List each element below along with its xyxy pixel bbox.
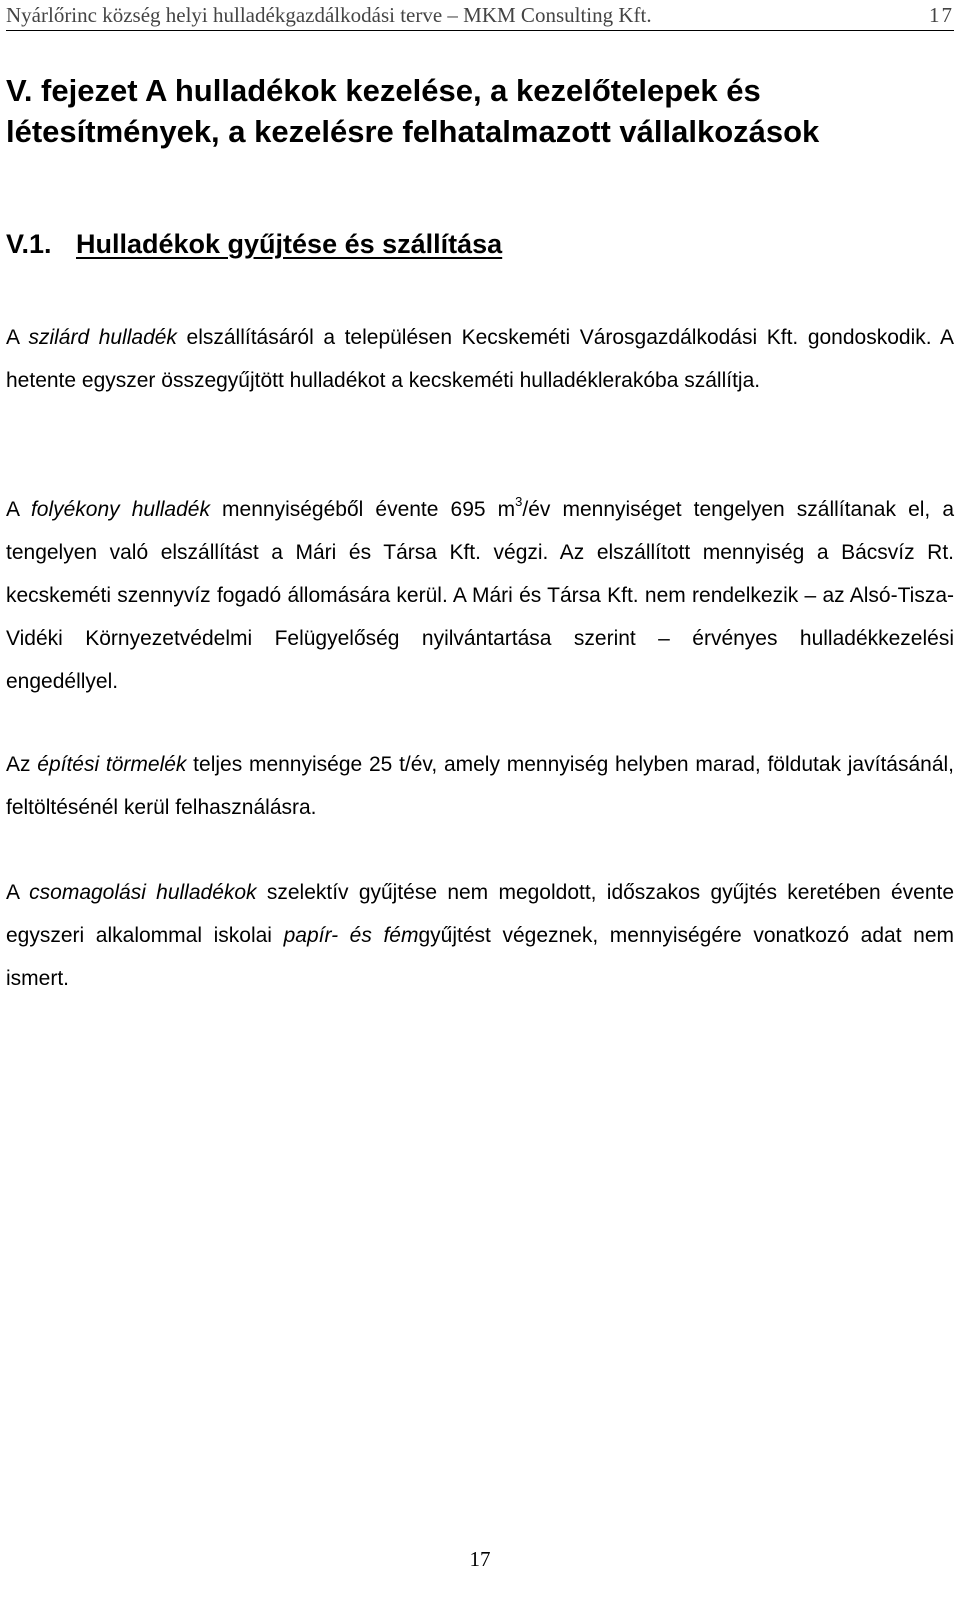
- paragraph-packaging-waste: [6, 871, 954, 1000]
- text-run: A: [6, 498, 31, 521]
- header-page-number: 17: [929, 3, 954, 27]
- chapter-title: V. fejezet A hulladékok kezelése, a kezelőtelepek és létesítmények, a kezelésre felhatalmazott vállalkozások: [6, 73, 820, 149]
- text-run: /év mennyiséget tengelyen szállítanak el, a tengelyen való elszállítást a Mári és Társa Kft. végzi. Az elszállított mennyiség a Bácsvíz Rt. kecskeméti szennyvíz fogadó állomására kerül. A Mári és Társa Kft. nem rendelkezik – az Alsó-Tisza-Vidéki Környezetvédelmi Felügyelőség nyilvántartása szerint – érvényes hulladékkezelési engedéllyel.: [6, 498, 955, 693]
- emphasis-paper-metal: papír- és fém: [283, 924, 419, 947]
- footer-page-number: 17: [469, 1547, 491, 1571]
- superscript-cubic: 3: [515, 494, 523, 509]
- text-run: szelektív gyűjtése nem megoldott, időszakos gyűjtés keretében évente egyszeri alkalommal iskolai: [6, 881, 955, 947]
- text-run: Az: [6, 753, 38, 776]
- text-run: elszállításáról a településen Kecskeméti Városgazdálkodási Kft. gondoskodik. A hetente egyszer összegyűjtött hulladékot a kecskeméti hulladéklerakóba szállítja.: [6, 326, 955, 392]
- text-run: mennyiségéből évente 695 m: [209, 498, 516, 521]
- section-title: Hulladékok gyűjtése és szállítása: [76, 229, 503, 259]
- section-number: V.1.: [6, 229, 52, 259]
- paragraph-construction-debris: [6, 743, 954, 829]
- header-title: Nyárlőrinc község helyi hulladékgazdálkodási terve – MKM Consulting Kft.: [6, 3, 652, 27]
- paragraph-liquid-waste: [6, 488, 954, 703]
- emphasis-liquid-waste: folyékony hulladék: [30, 498, 210, 521]
- section-heading: [6, 226, 502, 262]
- text-run: gyűjtést végeznek, mennyiségére vonatkozó adat nem ismert.: [6, 924, 954, 990]
- emphasis-construction-debris: építési törmelék: [37, 753, 187, 776]
- emphasis-packaging-waste: csomagolási hulladékok: [29, 881, 257, 904]
- paragraph-solid-waste: [6, 316, 954, 402]
- text-run: A: [6, 881, 30, 904]
- text-run: teljes mennyisége 25 t/év, amely mennyiség helyben marad, földutak javításánál, feltöltésénél kerül felhasználásra.: [6, 753, 954, 819]
- text-run: A: [6, 326, 29, 349]
- running-header: [6, 2, 954, 31]
- emphasis-solid-waste: szilárd hulladék: [28, 326, 177, 349]
